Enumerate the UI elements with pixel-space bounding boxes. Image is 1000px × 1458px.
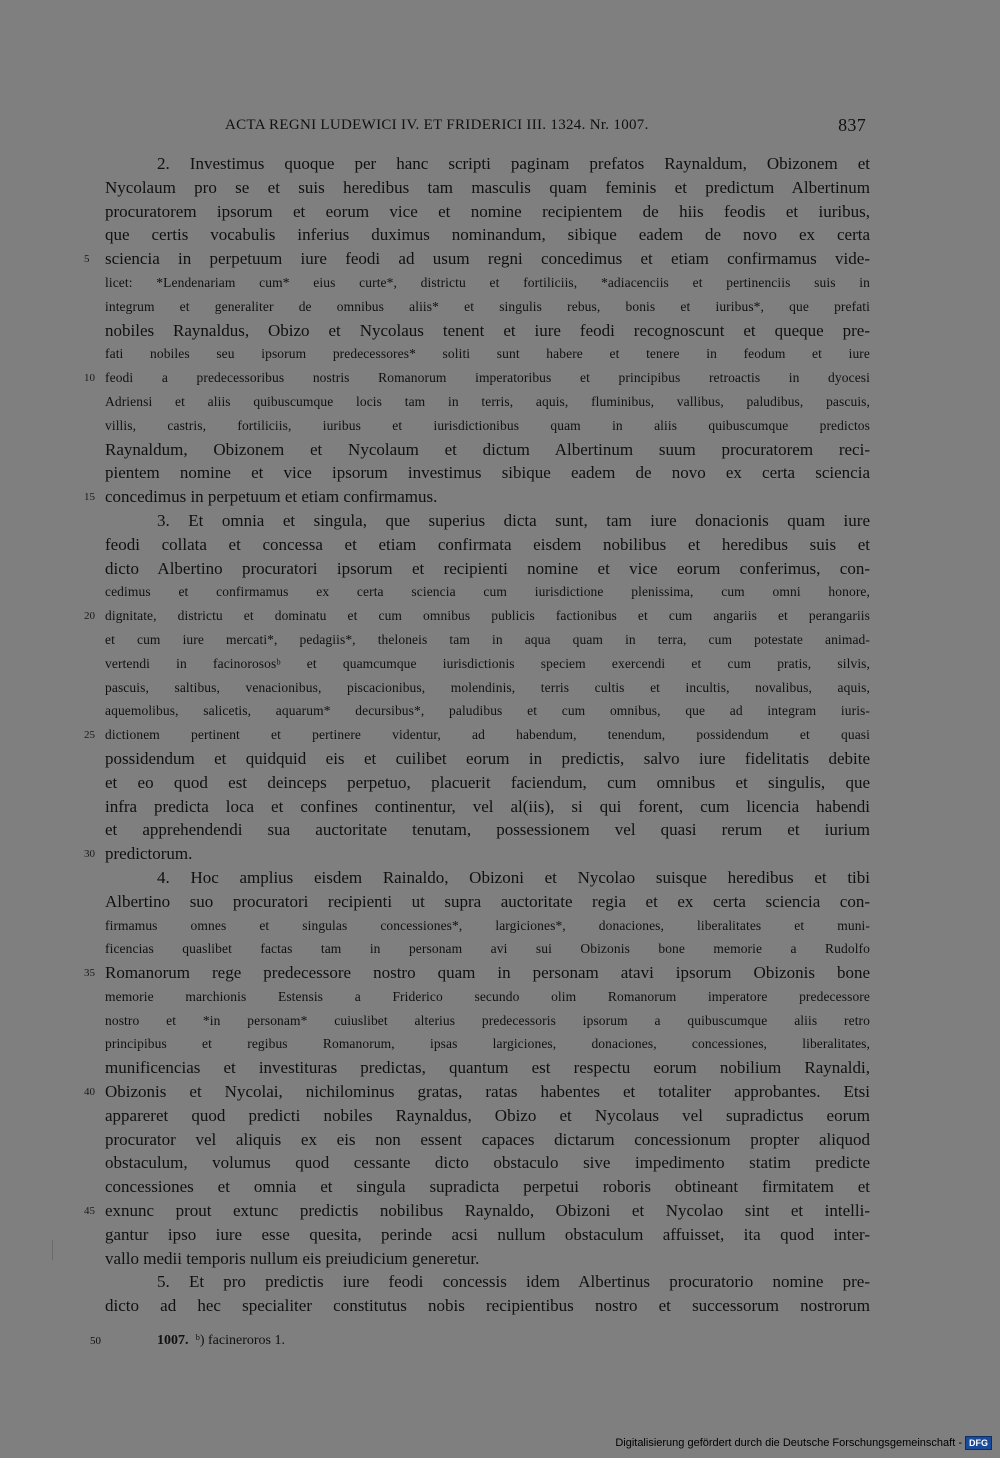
main-text [105, 152, 870, 1318]
text-line: procurator vel aliquis ex eis non essent capaces dictarum concessionum propter aliquod [105, 1129, 870, 1149]
line-number: 5 [84, 253, 90, 266]
text-line: obstaculum, volumus quod cessante dicto obstaculo sive impedimento statim predicte [105, 1153, 870, 1173]
text-line: nostro et *in personam* cuiuslibet alterius predecessoris ipsorum a quibuscumque aliis retro [105, 1012, 870, 1028]
line-number: 30 [84, 848, 95, 861]
text-line: dicto Albertino procuratori ipsorum et recipienti nomine et vice eorum conferimus, con- [105, 558, 870, 578]
text-line: 5. Et pro predictis iure feodi concessis idem Albertinus procuratorio nomine pre- [157, 1272, 870, 1292]
text-line: exnunc prout extunc predictis nobilibus Raynaldo, Obizoni et Nycolao sint et intelli- [105, 1201, 870, 1221]
text-line: appareret quod predicti nobiles Raynaldus, Obizo et Nycolaus vel supradictus eorum [105, 1105, 870, 1125]
footnote-doc-number: 1007. [157, 1333, 189, 1348]
text-line: sciencia in perpetuum iure feodi ad usum regni concedimus et etiam confirmamus vide- [105, 249, 870, 269]
text-line: integrum et generaliter de omnibus aliis* et singulis rebus, bonis et iuribus*, que prefati [105, 298, 870, 314]
text-line: pascuis, saltibus, venacionibus, piscacionibus, molendinis, terris cultis et incultis, novalibus, aquis, [105, 679, 870, 695]
text-line: infra predicta loca et confines continentur, vel al(iis), si qui forent, cum licencia habendi [105, 796, 870, 816]
text-line: licet: *Lendenariam cum* eius curte*, districtu et fortiliciis, *adiacenciis et pertinenciis suis in [105, 274, 870, 290]
footnote-text [157, 1333, 285, 1349]
text-line: cedimus et confirmamus ex certa sciencia cum iurisdictione plenissima, cum omni honore, [105, 584, 870, 600]
line-number: 10 [84, 372, 95, 385]
footnote-line-number: 50 [90, 1335, 101, 1347]
line-number: 45 [84, 1205, 95, 1218]
text-line: dicto ad hec specialiter constitutus nobis recipientibus nostro et successorum nostrorum [105, 1296, 870, 1316]
text-line: vallo medii temporis nullum eis preiudicium generetur. [105, 1248, 480, 1268]
text-line: et eo quod est deinceps perpetuo, placuerit faciendum, cum omnibus et singulis, que [105, 772, 870, 792]
digitization-credit [615, 1436, 992, 1450]
margin-mark [52, 1240, 53, 1260]
page-number: 837 [838, 115, 866, 135]
text-line: dictionem pertinent et pertinere videntur, ad habendum, tenendum, possidendum et quasi [105, 727, 870, 743]
credit-text: Digitalisierung gefördert durch die Deutsche Forschungsgemeinschaft - [615, 1437, 962, 1449]
text-line: Romanorum rege predecessore nostro quam in personam atavi ipsorum Obizonis bone [105, 963, 870, 983]
text-line: Nycolaum pro se et suis heredibus tam masculis quam feminis et predictum Albertinum [105, 177, 870, 197]
text-line: et apprehendendi sua auctoritate tenutam, possessionem vel quasi rerum et iurium [105, 820, 870, 840]
text-line: villis, castris, fortiliciis, iuribus et iurisdictionibus quam in aliis quibuscumque predictos [105, 417, 870, 433]
footnote [90, 1333, 870, 1353]
text-line: pientem nomine et vice ipsorum investimus sibique eadem de novo ex certa sciencia [105, 463, 870, 483]
text-line: feodi a predecessoribus nostris Romanorum imperatoribus et principibus retroactis in dyocesi [105, 370, 870, 386]
text-line: memorie marchionis Estensis a Friderico secundo olim Romanorum imperatore predecessore [105, 988, 870, 1004]
text-line: et cum iure mercati*, pedagiis*, theloneis tam in aqua quam in terra, cum potestate animad- [105, 631, 870, 647]
text-line: nobiles Raynaldus, Obizo et Nycolaus tenent et iure feodi recognoscunt et queque pre- [105, 320, 870, 340]
line-number: 40 [84, 1086, 95, 1099]
text-line: dignitate, districtu et dominatu et cum omnibus publicis factionibus et cum angariis et perangariis [105, 608, 870, 624]
line-number: 25 [84, 729, 95, 742]
text-line: munificencias et investituras predictas, quantum est respectu eorum nobilium Raynaldi, [105, 1058, 870, 1078]
line-number: 20 [84, 610, 95, 623]
text-line: Raynaldum, Obizonem et Nycolaum et dictum Albertinum suum procuratorem reci- [105, 439, 870, 459]
text-line: concedimus in perpetuum et etiam confirmamus. [105, 487, 438, 507]
dfg-logo: DFG [965, 1436, 992, 1450]
text-line: firmamus omnes et singulas concessiones*, largiciones*, donaciones, liberalitates et muni- [105, 917, 870, 933]
text-line: vertendi in facinorososᵇ et quamcumque iurisdictionis speciem exercendi et cum pratis, silvis, [105, 655, 870, 671]
text-line: que certis vocabulis inferius duximus nominandum, sibique eadem de novo ex certa [105, 225, 870, 245]
text-line: ficencias quaslibet factas tam in personam avi sui Obizonis bone memorie a Rudolfo [105, 941, 870, 957]
text-line: principibus et regibus Romanorum, ipsas largiciones, donaciones, concessiones, liberalitates, [105, 1036, 870, 1052]
line-number: 35 [84, 967, 95, 980]
text-line: predictorum. [105, 844, 193, 864]
running-title: ACTA REGNI LUDEWICI IV. ET FRIDERICI III. 1324. Nr. 1007. [225, 117, 649, 133]
line-number: 15 [84, 491, 95, 504]
text-line: Albertino suo procuratori recipienti ut supra auctoritate regia et ex certa sciencia con- [105, 891, 870, 911]
running-header [105, 117, 870, 139]
text-line: 2. Investimus quoque per hanc scripti paginam prefatos Raynaldum, Obizonem et [157, 154, 870, 173]
text-line: possidendum et quidquid eis et cuilibet eorum in predictis, salvo iure fidelitatis debite [105, 748, 870, 768]
text-line: concessiones et omnia et singula supradicta perpetui roboris obtineant firmitatem et [105, 1177, 870, 1197]
footnote-body: ᵇ) facineroros 1. [195, 1333, 285, 1348]
text-line: aquemolibus, salicetis, aquarum* decursibus*, paludibus et cum omnibus, que ad integram iuris- [105, 703, 870, 719]
text-line: feodi collata et concessa et etiam confirmata eisdem nobilibus et heredibus suis et [105, 534, 870, 554]
text-line: fati nobiles seu ipsorum predecessores* soliti sunt habere et tenere in feodum et iure [105, 346, 870, 362]
text-line: 4. Hoc amplius eisdem Rainaldo, Obizoni et Nycolao suisque heredibus et tibi [157, 867, 870, 887]
text-line: gantur ipso iure esse quesita, perinde acsi nullum obstaculum affuisset, ita quod inter- [105, 1224, 870, 1244]
text-line: procuratorem ipsorum et eorum vice et nomine recipientem de hiis feodis et iuribus, [105, 201, 870, 221]
text-line: Adriensi et aliis quibuscumque locis tam in terris, aquis, fluminibus, vallibus, paludibus, pascuis, [105, 393, 870, 409]
text-line: 3. Et omnia et singula, que superius dicta sunt, tam iure donacionis quam iure [157, 510, 870, 530]
text-line: Obizonis et Nycolai, nichilominus gratas, ratas habentes et totaliter approbantes. Etsi [105, 1082, 870, 1102]
